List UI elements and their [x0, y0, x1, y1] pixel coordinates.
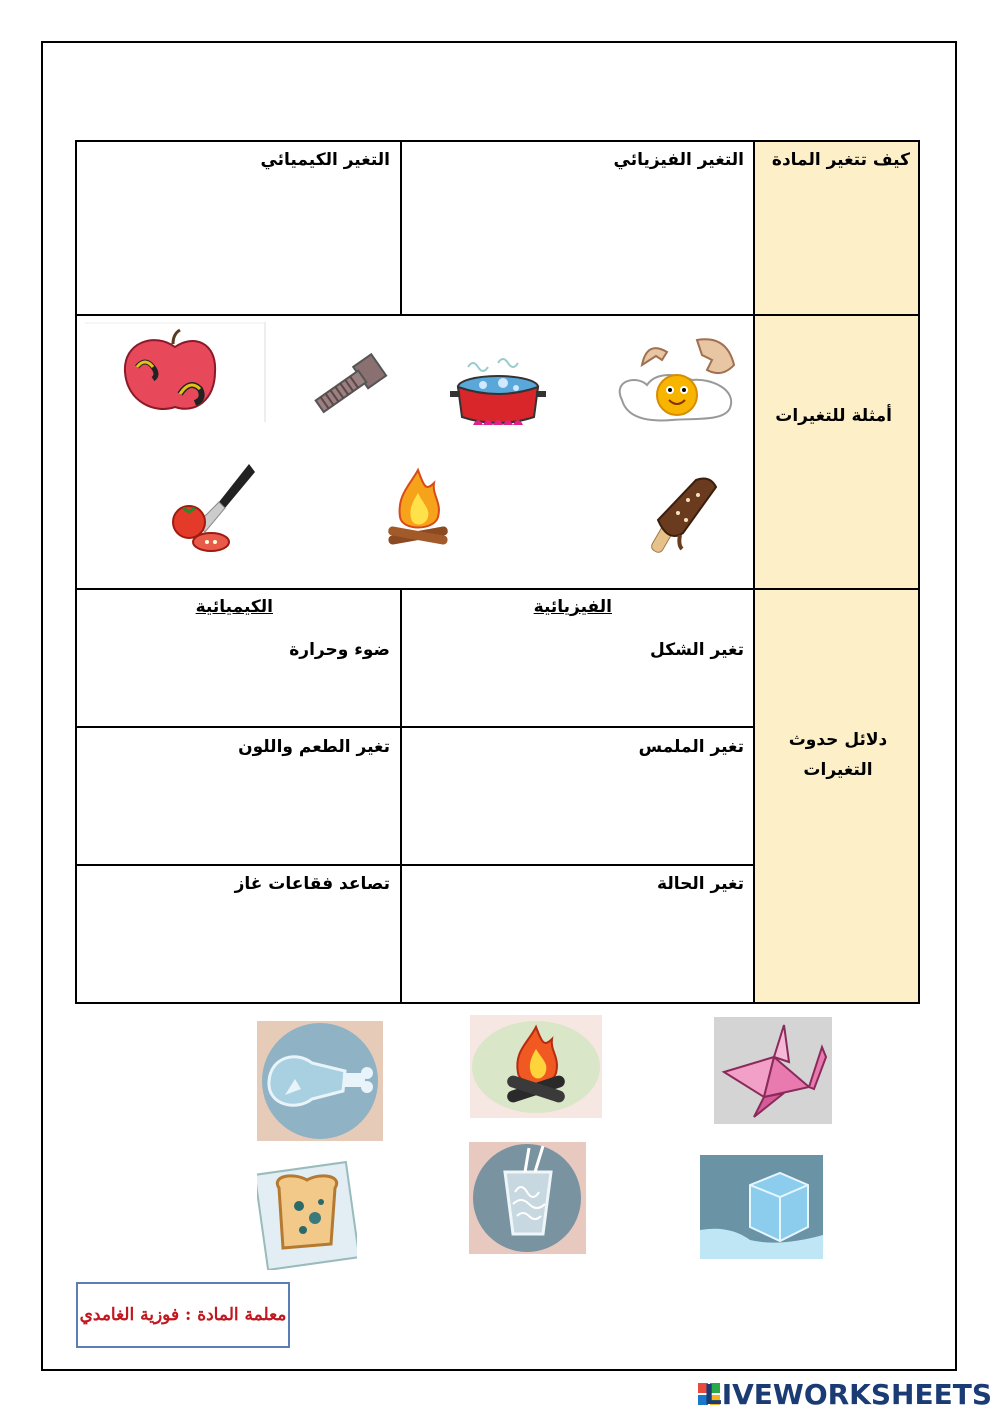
row1-header: كيف تتغير المادة	[771, 150, 910, 170]
chemical-heading: الكيميائية	[195, 597, 273, 617]
physical-sign-1: تغير الشكل	[650, 640, 744, 660]
campfire-icon[interactable]	[382, 465, 454, 550]
physical-sign-2: تغير الملمس	[638, 737, 744, 757]
fizzing-glass-icon[interactable]	[469, 1142, 586, 1254]
moldy-bread-icon[interactable]	[257, 1158, 357, 1270]
physical-sign-3: تغير الحالة	[657, 874, 744, 894]
row3-header-cell	[753, 588, 920, 1004]
row2-header: أمثلة للتغيرات	[775, 406, 892, 426]
physical-heading: الفيزيائية	[533, 597, 612, 617]
physical-change-title: التغير الفيزيائي	[613, 150, 744, 170]
melting-ice-cube-icon[interactable]	[700, 1155, 823, 1259]
chemical-sign-1: ضوء وحرارة	[289, 640, 390, 660]
melting-ice-cream-icon[interactable]	[638, 475, 728, 555]
row2-header-cell	[753, 314, 920, 590]
sliced-tomato-icon[interactable]	[167, 462, 257, 554]
chemical-change-title: التغير الكيميائي	[260, 150, 390, 170]
chemical-sign-2: تغير الطعم واللون	[238, 737, 390, 757]
burning-logs-icon[interactable]	[470, 1015, 602, 1118]
fried-egg-icon[interactable]	[612, 330, 742, 425]
brand-name[interactable]: LIVEWORKSHEETS	[703, 1378, 992, 1411]
teacher-signature-box	[76, 1282, 290, 1348]
rotten-apple-icon[interactable]	[85, 322, 267, 424]
teacher-name: معلمة المادة : فوزية الغامدي	[79, 1305, 287, 1325]
rusty-bolt-icon[interactable]	[305, 350, 395, 420]
chemical-sign-3: تصاعد فقاعات غاز	[234, 874, 390, 894]
paper-crane-icon[interactable]	[714, 1017, 832, 1124]
cooked-chicken-leg-icon[interactable]	[257, 1021, 383, 1141]
boiling-pot-icon[interactable]	[448, 355, 548, 440]
row3-header: دلائل حدوث التغيرات	[788, 730, 888, 780]
